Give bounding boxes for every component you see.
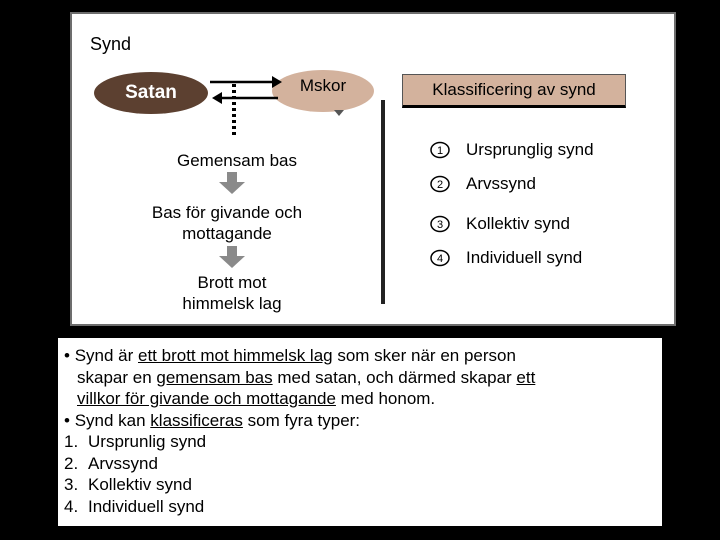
underlined-term: klassificeras xyxy=(150,410,243,430)
step-heavenly-law: Brott mot himmelsk lag xyxy=(182,273,282,313)
down-arrow-icon xyxy=(219,246,245,268)
list-item xyxy=(64,431,662,453)
text-segment: som sker när en person xyxy=(332,346,516,365)
paragraph-2 xyxy=(64,410,662,432)
text-segment: som fyra typer: xyxy=(242,410,361,430)
list-item xyxy=(64,453,662,475)
number-three-icon xyxy=(430,215,450,233)
number-one-icon xyxy=(430,141,450,159)
explanation-text xyxy=(58,338,662,526)
list-number: 2. xyxy=(64,453,79,473)
number-four-icon xyxy=(430,249,450,267)
list-label: Ursprunlig synd xyxy=(88,432,207,451)
text-segment: med honom. xyxy=(335,389,436,408)
text-segment: Synd är xyxy=(74,346,138,365)
list-number: 1. xyxy=(64,432,79,451)
type-num: 2 xyxy=(436,179,444,191)
divider-line xyxy=(381,100,385,304)
diagram-title: Synd xyxy=(90,34,132,54)
bullet: • xyxy=(64,410,70,430)
number-two-icon xyxy=(430,175,450,193)
type-num: 3 xyxy=(436,219,444,231)
type-label: Kollektiv synd xyxy=(466,214,570,233)
satan-label: Satan xyxy=(125,82,177,103)
paragraph-1-line-1 xyxy=(64,345,662,367)
list-label: Arvssynd xyxy=(88,453,158,473)
underlined-term: ett xyxy=(516,367,536,387)
type-num: 4 xyxy=(436,253,444,265)
type-item xyxy=(430,248,582,268)
text-segment: med satan, och därmed skapar xyxy=(272,367,517,387)
type-item xyxy=(430,140,594,160)
type-num: 1 xyxy=(436,145,444,157)
satan-ellipse xyxy=(94,72,208,114)
bullet: • xyxy=(64,346,70,365)
mskor-label: Mskor xyxy=(299,76,347,95)
list-number: 3. xyxy=(64,475,79,494)
sin-diagram xyxy=(70,12,676,326)
list-number: 4. xyxy=(64,496,79,516)
step-give-receive: Bas för givande och mottagande xyxy=(151,203,303,243)
arrowhead-left-icon xyxy=(212,92,222,104)
type-label: Arvssynd xyxy=(466,174,536,193)
type-label: Individuell synd xyxy=(466,248,583,267)
underlined-term: villkor för givande och mottagande xyxy=(77,389,336,408)
list-item xyxy=(64,474,662,496)
text-segment: skapar en xyxy=(77,367,157,387)
type-item xyxy=(430,214,570,234)
underlined-term: gemensam bas xyxy=(156,367,273,387)
list-item xyxy=(64,496,662,518)
classification-label: Klassificering av synd xyxy=(432,80,596,99)
list-label: Individuell synd xyxy=(88,496,205,516)
underlined-term: ett brott mot himmelsk lag xyxy=(138,346,333,365)
paragraph-1-line-3 xyxy=(64,388,662,410)
down-arrow-icon xyxy=(219,172,245,194)
type-item xyxy=(430,174,536,194)
classification-box xyxy=(402,74,626,108)
type-label: Ursprunglig synd xyxy=(466,140,594,159)
text-segment: Synd kan xyxy=(74,410,151,430)
paragraph-1-line-2 xyxy=(64,367,662,389)
step-common-base: Gemensam bas xyxy=(177,151,297,170)
list-label: Kollektiv synd xyxy=(88,475,192,494)
mskor-ellipse xyxy=(272,70,374,112)
